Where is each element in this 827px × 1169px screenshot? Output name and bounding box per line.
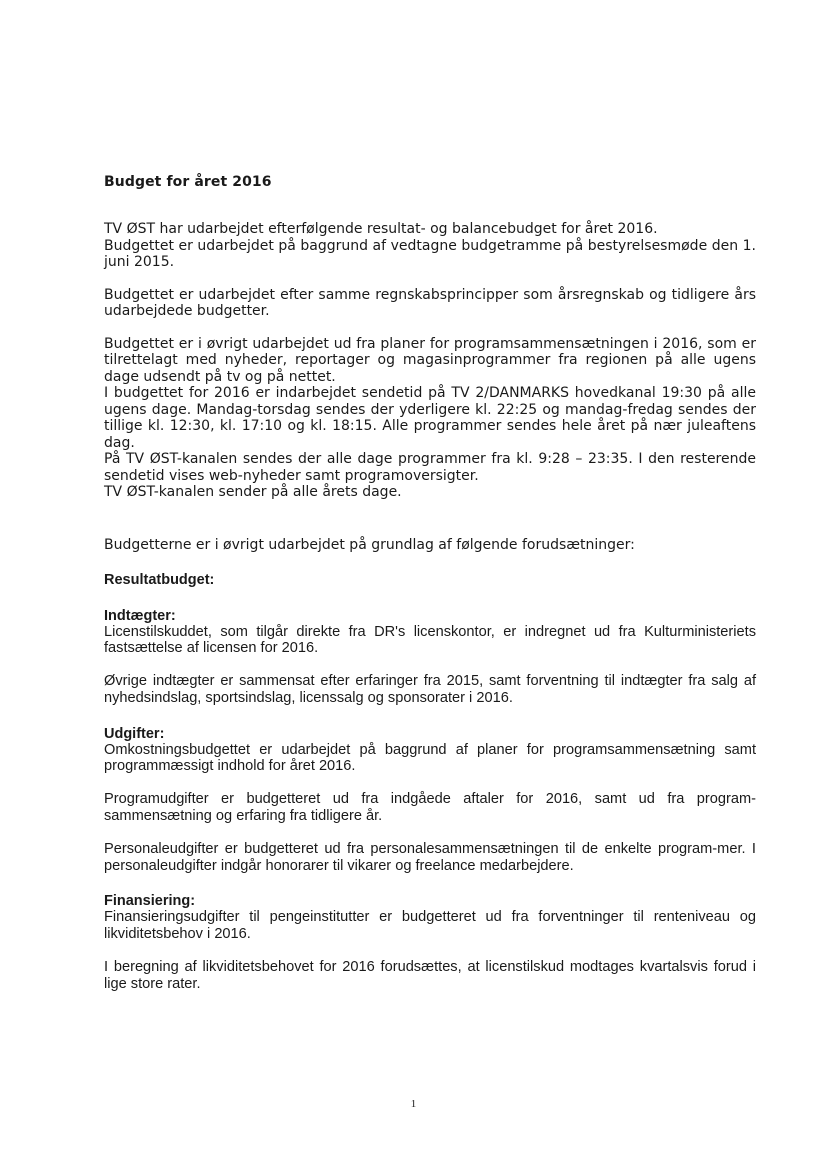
document-body — [104, 221, 756, 993]
financing-heading: Finansiering: — [104, 893, 196, 910]
section-heading-resultatbudget: Resultatbudget: — [104, 572, 215, 588]
income-heading: Indtægter: — [104, 607, 176, 624]
expenses-paragraph-3: Personaleudgifter er budgetteret ud fra personalesammensætningen til de enkelte program-mer. I personaleudgifter indgår honorarer til vikarer og freelance medarbejdere. — [104, 840, 756, 874]
document-title: Budget for året 2016 — [104, 174, 272, 190]
page-number: 1 — [410, 1098, 417, 1110]
expenses-heading: Udgifter: — [104, 725, 165, 742]
financing-paragraph-2: I beregning af likviditetsbehovet for 2016 forudsættes, at licenstilskud modtages kvartalsvis forud i lige store rater. — [104, 959, 756, 992]
intro-line-1: TV ØST har udarbejdet efterfølgende resultat- og balancebudget for året 2016. — [104, 221, 658, 237]
income-paragraph-1: Licenstilskuddet, som tilgår direkte fra DR's licenskontor, er indregnet ud fra Kulturministeriets fastsættelse af licensen for 2016. — [104, 623, 756, 657]
income-paragraph-2: Øvrige indtægter er sammensat efter erfaringer fra 2015, samt forventning til indtægter fra salg af nyhedsindslag, sportsindslag, licenssalg og sponsorater i 2016. — [104, 673, 756, 706]
assumptions-intro: Budgetterne er i øvrigt udarbejdet på grundlag af følgende forudsætninger: — [104, 536, 635, 553]
expenses-paragraph-2: Programudgifter er budgetteret ud fra indgåede aftaler for 2016, samt ud fra program-sammensætning og erfaring fra tidligere år. — [104, 791, 756, 825]
financing-paragraph-1: Finansieringsudgifter til pengeinstitutter er budgetteret ud fra forventninger til renteniveau og likviditetsbehov i 2016. — [104, 909, 756, 943]
programming-paragraph-1: Budgettet er i øvrigt udarbejdet ud fra planer for programsammensætningen i 2016, som er tilrettelagt med nyheder, reportager og magasinprogrammer fra regionen på alle ugens dage udsendt på tv og på nettet. — [104, 335, 756, 385]
programming-paragraph-2: I budgettet for 2016 er indarbejdet sendetid på TV 2/DANMARKS hovedkanal 19:30 på alle ugens dage. Mandag-torsdag sendes der yderligere kl. 22:25 og mandag-fredag sendes der tillige kl. 12:30, kl. 17:10 og kl. 18:15. Alle programmer sendes hele året på nær juleaftens dag. — [104, 385, 756, 451]
expenses-paragraph-1: Omkostningsbudgettet er udarbejdet på baggrund af planer for programsammensætning samt programmæssigt indhold for året 2016. — [104, 741, 756, 775]
programming-paragraph-4: TV ØST-kanalen sender på alle årets dage. — [104, 484, 402, 500]
intro-line-2: Budgettet er udarbejdet på baggrund af vedtagne budgetramme på bestyrelsesmøde den 1. juni 2015. — [104, 237, 756, 270]
principles-paragraph: Budgettet er udarbejdet efter samme regnskabsprincipper som årsregnskab og tidligere års udarbejdede budgetter. — [104, 286, 756, 319]
programming-paragraph-3: På TV ØST-kanalen sendes der alle dage programmer fra kl. 9:28 – 23:35. I den resterende sendetid vises web-nyheder samt programoversigter. — [104, 451, 756, 484]
